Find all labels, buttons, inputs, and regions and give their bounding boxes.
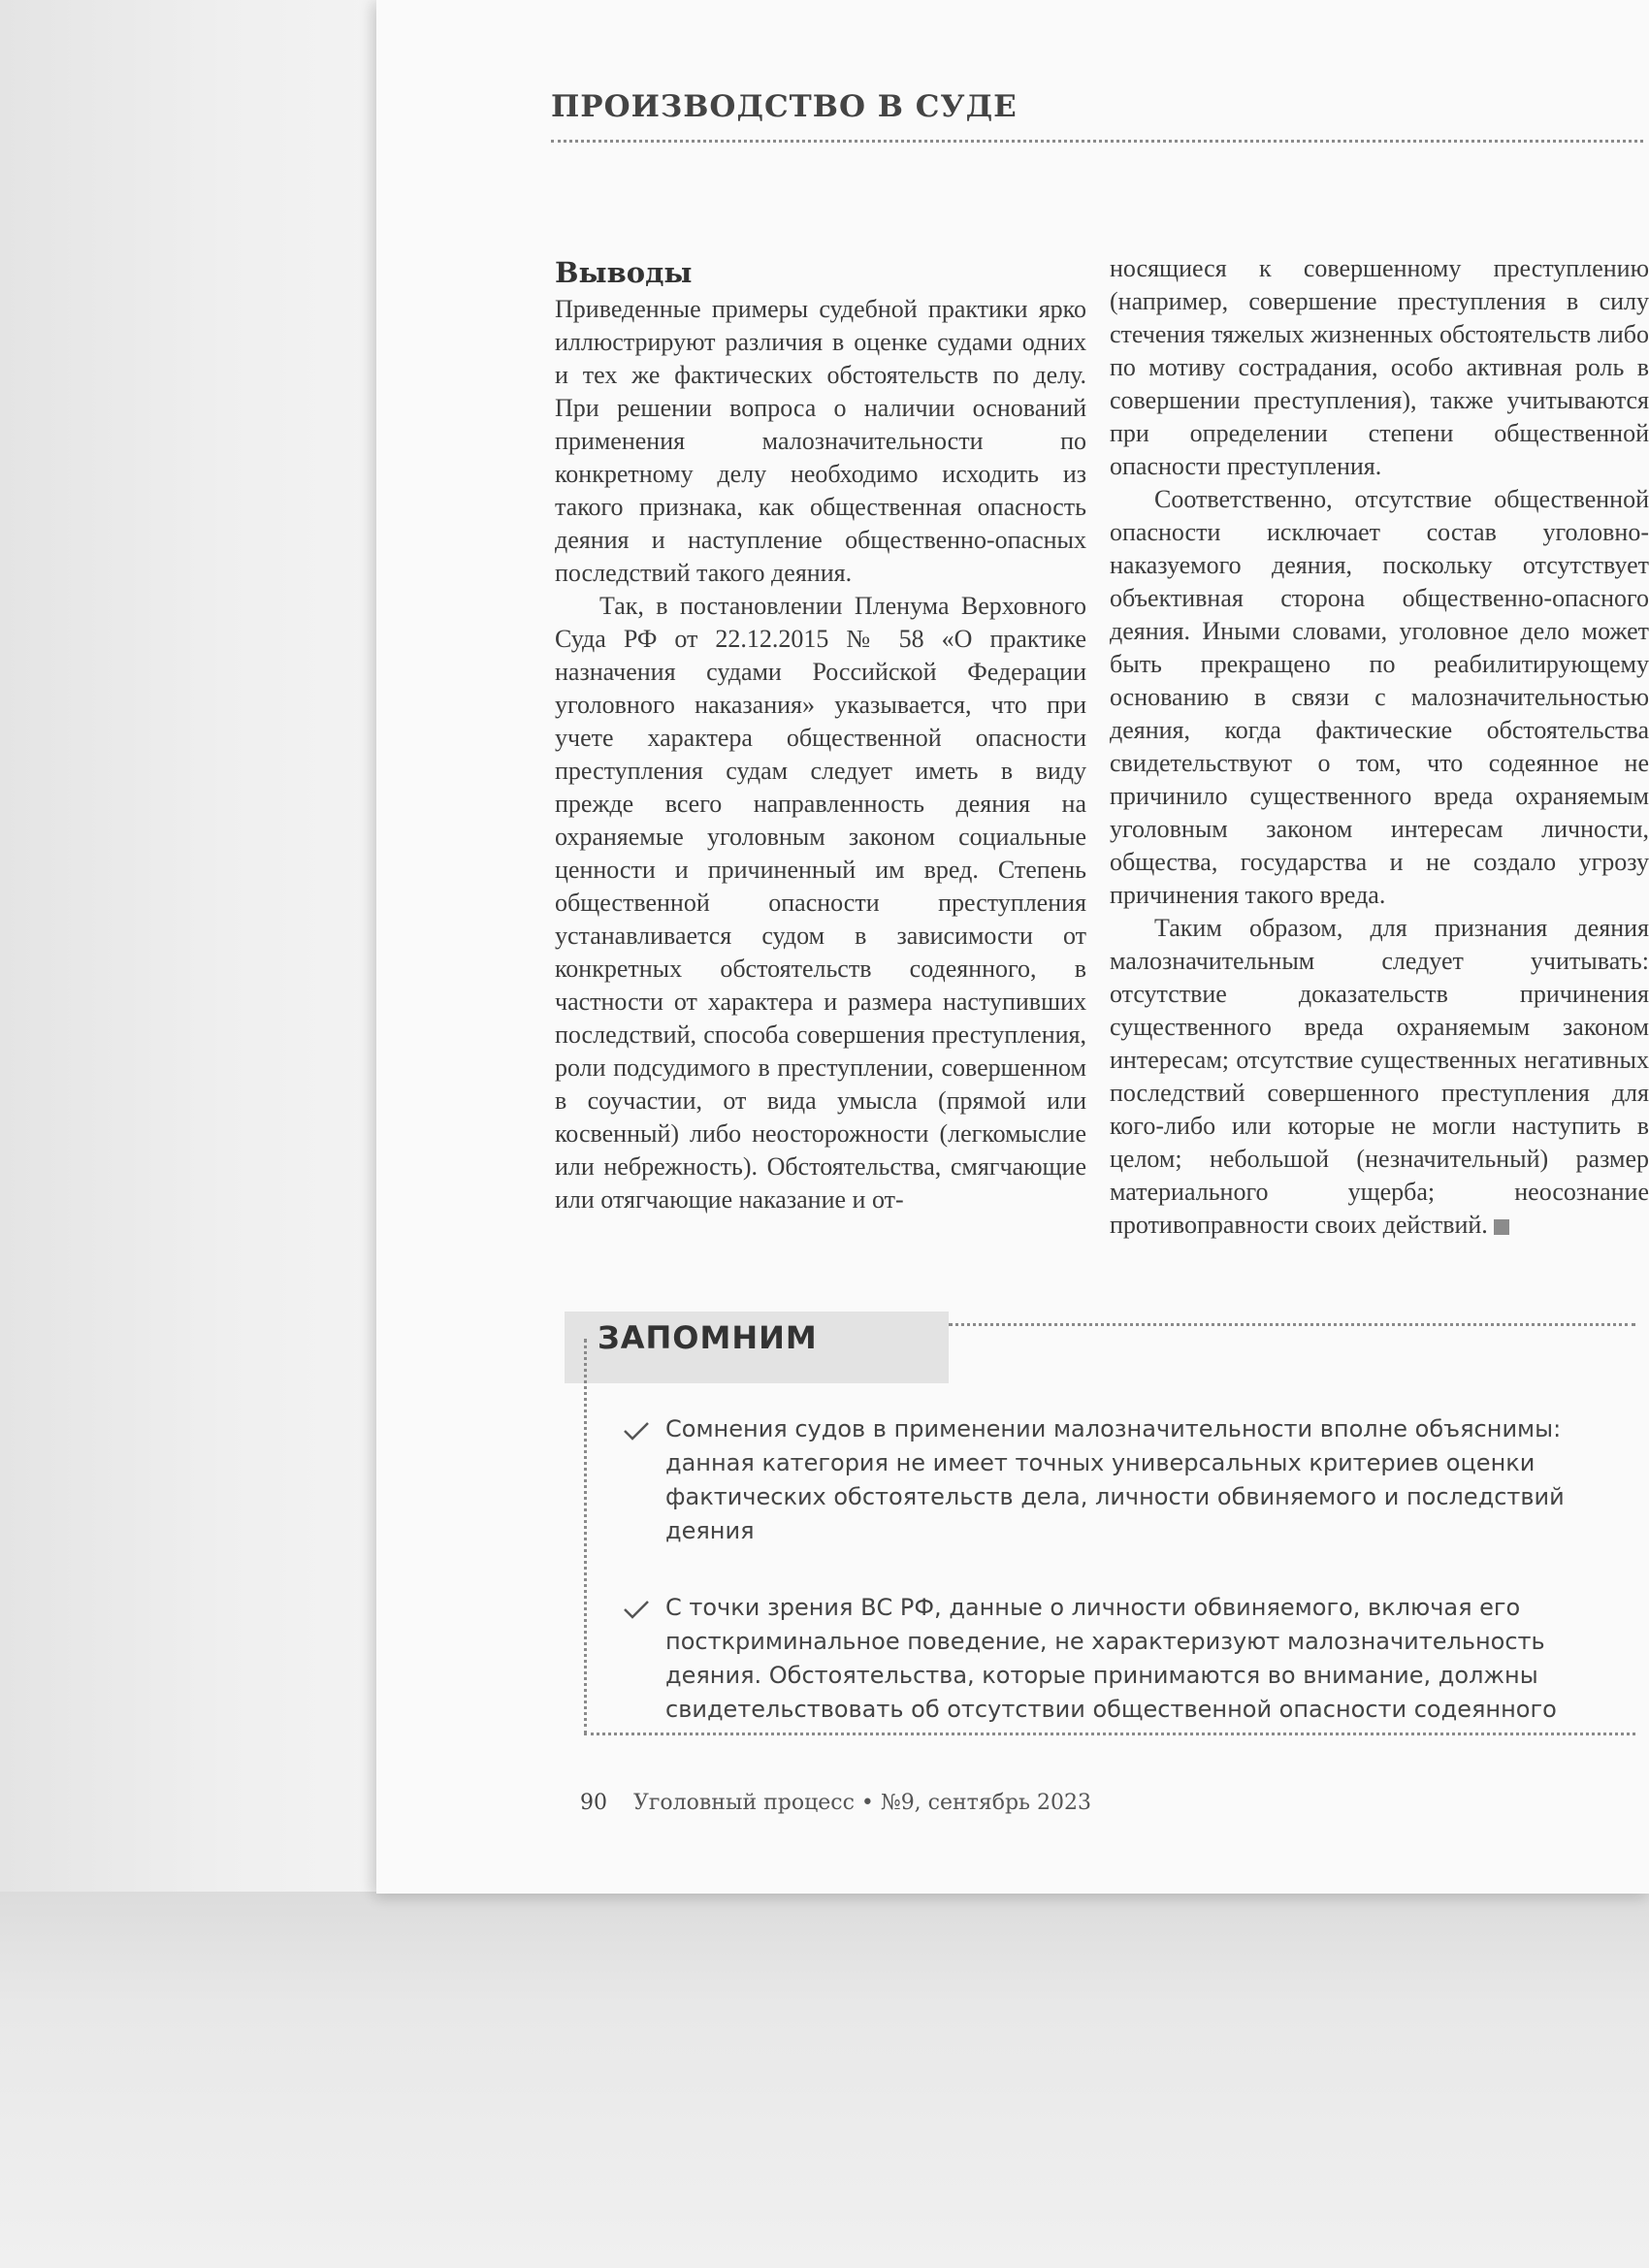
checkmark-icon (623, 1599, 650, 1620)
scan-background-bottom (0, 1892, 1649, 2268)
callout-left-border (584, 1339, 587, 1734)
magazine-page (376, 0, 1649, 1894)
section-title: ПРОИЗВОДСТВО В СУДЕ (551, 89, 1018, 124)
callout-top-border (949, 1323, 1635, 1326)
remember-title: ЗАПОМНИМ (598, 1319, 818, 1356)
page-footer (580, 1791, 1091, 1815)
remember-callout (584, 1319, 1635, 1734)
remember-list (623, 1412, 1602, 1769)
article-paragraph-text: Таким образом, для признания деяния малозначительным следует учитывать: отсутствие доказательств причинения существенного вреда охраняемым законом интересам; отсутствие существенных негативных последствий совершенного преступления для кого-либо или которые не могли наступить в целом; небольшой (незначительный) размер материального ущерба; неосознание противоправности своих действий. (1110, 914, 1649, 1239)
checkmark-icon (623, 1420, 650, 1442)
remember-item (623, 1412, 1602, 1548)
article-column-left (555, 254, 1086, 1216)
remember-item (623, 1591, 1602, 1727)
remember-item-text: Сомнения судов в применении малозначительности вполне объяснимы: данная категория не имеет точных универсальных критериев оценки фактических обстоятельств дела, личности обвиняемого и последствий деяния (665, 1415, 1565, 1544)
article-paragraph: носящиеся к совершенному преступлению (например, совершение преступления в силу стечения тяжелых жизненных обстоятельств либо по мотиву сострадания, особо активная роль в совершении преступления), также учитываются при определении степени общественной опасности преступления. (1110, 254, 1649, 480)
article-paragraph: Так, в постановлении Пленума Верховного Суда РФ от 22.12.2015 № 58 «О практике назначения судами Российской Федерации уголовного наказания» указывается, что при учете характера общественной опасности преступления судам следует иметь в виду прежде всего направленность деяния на охраняемые уголовным законом социальные ценности и причиненный им вред. Степень общественной опасности преступления устанавливается судом в зависимости от конкретных обстоятельств содеянного, в частности от характера и размера наступивших последствий, способа совершения преступления, роли подсудимого в преступлении, совершенном в соучастии, от вида умысла (прямой или косвенный) либо неосторожности (легкомыслие или небрежность). Обстоятельства, смягчающие или отягчающие наказание и от- (555, 592, 1086, 1214)
article-paragraph: Приведенные примеры судебной практики ярко иллюстрируют различия в оценке судами одних и тех же фактических обстоятельств по делу. При решении вопроса о наличии оснований применения малозначительности по конкретному делу необходимо исходить из такого признака, как общественная опасность деяния и наступление общественно-опасных последствий такого деяния. (555, 295, 1086, 587)
article-column-right (1110, 252, 1649, 1242)
remember-item-text: С точки зрения ВС РФ, данные о личности обвиняемого, включая его посткриминальное поведение, не характеризуют малозначительность деяния. Обстоятельства, которые принимаются во внимание, должны свидетельствовать об отсутствии общественной опасности содеянного (665, 1594, 1557, 1723)
page-number: 90 (580, 1791, 607, 1815)
remember-title-background (565, 1312, 949, 1383)
header-divider (551, 140, 1643, 143)
publication-info: Уголовный процесс • №9, сентябрь 2023 (633, 1791, 1092, 1815)
article-paragraph-final (1110, 912, 1649, 1242)
article-paragraph: Соответственно, отсутствие общественной опасности исключает состав уголовно-наказуемого деяния, поскольку отсутствует объективная сторона общественно-опасного деяния. Иными словами, уголовное дело может быть прекращено по реабилитирующему основанию в связи с малозначительностью деяния, когда фактические обстоятельства свидетельствуют о том, что содеянное не причинило существенного вреда охраняемым уголовным законом интересам личности, общества, государства и не создало угрозу причинения такого вреда. (1110, 485, 1649, 909)
article-heading: Выводы (555, 256, 693, 289)
end-of-article-square-icon (1494, 1219, 1509, 1235)
